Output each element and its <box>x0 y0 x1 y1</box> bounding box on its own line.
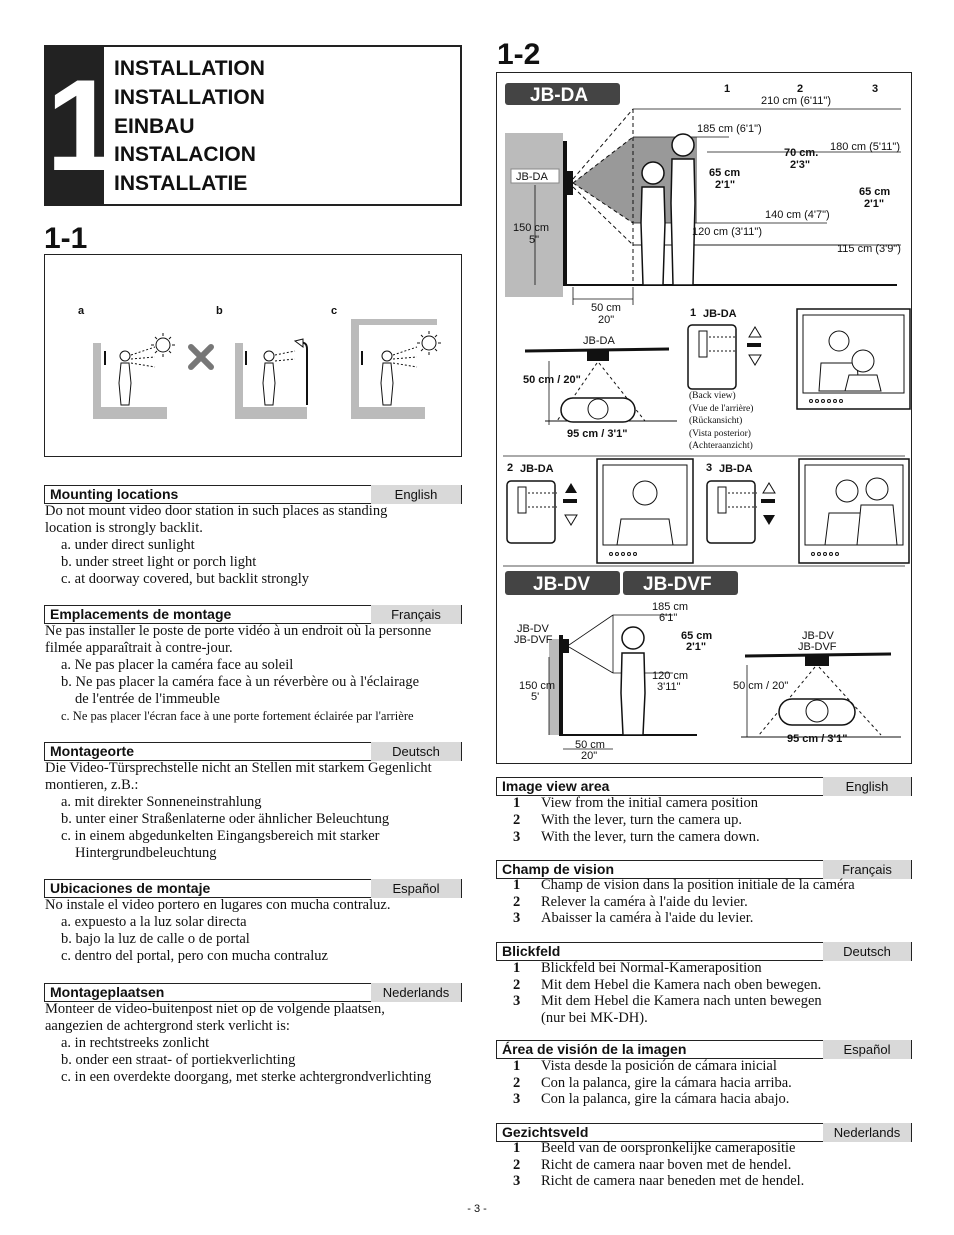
dv-measure-150b: 5' <box>531 691 540 703</box>
list-item: 2 Richt de camera naar boven met de hendel. <box>513 1156 792 1173</box>
intro-line: aangezien de achtergrond sterk verlicht is: <box>45 1018 290 1034</box>
section-title: Emplacements de montage <box>50 606 232 622</box>
intro-line: Ne pas installer le poste de porte vidéo à un endroit où la personne <box>45 623 432 639</box>
measure-65d: 2'1" <box>864 198 885 210</box>
view-de-header <box>496 942 912 961</box>
view-nl-body <box>497 1140 913 1190</box>
list-item: c. in einem abgedunkelten Eingangsbereich mit starker <box>61 828 380 844</box>
column-number-3: 3 <box>872 83 879 95</box>
list-item: c. at doorway covered, but backlit strongly <box>61 571 310 587</box>
column-number-2: 2 <box>797 83 804 95</box>
language-badge: Español <box>823 1040 911 1059</box>
measure-50b: 20" <box>598 314 615 326</box>
dv-measure-120a: 120 cm <box>652 670 689 682</box>
jb-dvf-tag: JB-DVF <box>643 574 712 595</box>
section-title: Mounting locations <box>50 486 179 502</box>
intro-line: Monteer de video-buitenpost niet op de volgende plaatsen, <box>45 1001 385 1017</box>
dv-top-label-2: JB-DVF <box>798 641 837 653</box>
mounting-en-body <box>45 503 463 588</box>
list-item: a. in rechtstreeks zonlicht <box>61 1035 210 1051</box>
section-title: Blickfeld <box>502 943 561 959</box>
list-item: a. Ne pas placer la caméra face au soleil <box>61 657 294 673</box>
jb-da-device-label: JB-DA <box>516 171 548 183</box>
monitor-view-2 <box>597 459 693 563</box>
measure-70b: 2'3" <box>790 159 811 171</box>
mounting-fr-header <box>44 605 462 624</box>
list-item: b. Ne pas placer la caméra face à un réverbère ou à l'éclairage <box>61 674 420 690</box>
language-badge: Deutsch <box>371 742 461 761</box>
mounting-illustration <box>45 255 461 456</box>
measure-185: 185 cm (6'1") <box>697 123 762 135</box>
dv-measure-65a: 65 cm <box>681 630 713 642</box>
list-item: de l'entrée de l'immeuble <box>75 691 220 707</box>
back-view-en: (Back view) <box>689 391 736 401</box>
mounting-nl-body <box>45 1001 463 1086</box>
list-item: c. in een overdekte doorgang, met sterke achtergrondverlichting <box>61 1069 432 1085</box>
dv-top-width: 95 cm / 3'1" <box>787 733 848 745</box>
section-title: Montageorte <box>50 743 134 759</box>
figure-1-1 <box>44 254 462 457</box>
list-item: 2 Relever la caméra à l'aide du levier. <box>513 893 748 910</box>
list-item: a. mit direkter Sonneneinstrahlung <box>61 794 262 810</box>
view2-model: JB-DA <box>520 463 554 475</box>
back-view-de: (Rückansicht) <box>689 416 743 426</box>
dv-device-label-2: JB-DVF <box>514 634 553 646</box>
list-item: a. expuesto a la luz solar directa <box>61 914 247 930</box>
view1-model: JB-DA <box>703 308 737 320</box>
intro-line: Do not mount video door station in such places as standing <box>45 503 388 519</box>
chapter-number: 1 <box>46 47 104 204</box>
language-badge: Nederlands <box>823 1123 911 1142</box>
list-item: 1 View from the initial camera position <box>513 795 758 811</box>
view3-number: 3 <box>706 462 713 474</box>
dv-measure-185b: 6'1" <box>659 612 678 624</box>
intro-line: montieren, z.B.: <box>45 777 139 793</box>
measure-120: 120 cm (3'11") <box>692 226 762 238</box>
list-item: 3 Con la palanca, gire la cámara hacia abajo. <box>513 1091 790 1107</box>
back-view-fr: (Vue de l'arrière) <box>689 404 754 414</box>
mounting-en-header <box>44 485 462 504</box>
mounting-es-header <box>44 879 462 898</box>
view-de-body <box>497 960 913 1026</box>
view-es-body <box>497 1058 913 1108</box>
jb-dv-tag: JB-DV <box>533 574 591 595</box>
view-en-header <box>496 777 912 796</box>
intro-line: location is strongly backlit. <box>45 520 203 536</box>
label-b: b <box>216 305 223 317</box>
list-item: 3 Mit dem Hebel die Kamera nach unten bewegen <box>513 993 822 1009</box>
back-view-nl: (Achteraanzicht) <box>689 441 753 451</box>
section-heading-1-2: 1-2 <box>497 38 541 71</box>
list-item: 2 With the lever, turn the camera up. <box>513 811 742 828</box>
intro-line: Die Video-Türsprechstelle nicht an Stellen mit starkem Gegenlicht <box>45 760 432 776</box>
measure-150a: 150 cm <box>513 222 550 234</box>
top-view-device-label: JB-DA <box>583 335 615 347</box>
intro-line: No instale el video portero en lugares con mucha contraluz. <box>45 897 391 913</box>
measure-150b: 5" <box>529 234 540 246</box>
language-badge: Deutsch <box>823 942 911 961</box>
figure-1-2 <box>496 72 912 764</box>
mounting-fr-body <box>45 623 463 725</box>
measure-140: 140 cm (4'7") <box>765 209 830 221</box>
list-item: b. unter einer Straßenlaterne oder ähnlicher Beleuchtung <box>61 811 390 827</box>
list-item: 1 Blickfeld bei Normal-Kameraposition <box>513 960 762 976</box>
measure-50a: 50 cm <box>591 302 621 314</box>
language-badge: Français <box>823 860 911 879</box>
section-title: Montageplaatsen <box>50 984 165 1000</box>
scene-a <box>93 333 175 419</box>
list-item: b. bajo la luz de calle o de portal <box>61 931 250 947</box>
chapter-header <box>44 45 462 206</box>
list-item: Hintergrundbeleuchtung <box>75 845 217 861</box>
list-item: 3 Richt de camera naar beneden met de hendel. <box>513 1173 805 1189</box>
section-title: Champ de vision <box>502 861 615 877</box>
chapter-title-es: INSTALACION <box>114 143 256 167</box>
measure-65c: 65 cm <box>859 186 891 198</box>
scene-c <box>351 319 441 419</box>
section-title: Ubicaciones de montaje <box>50 880 211 896</box>
section-title: Image view area <box>502 778 610 794</box>
dv-measure-120b: 3'11" <box>657 681 681 693</box>
view1-number: 1 <box>690 307 697 319</box>
mounting-nl-header <box>44 983 462 1002</box>
monitor-view-1 <box>797 309 910 409</box>
chapter-titles <box>114 55 265 199</box>
top-view-width: 95 cm / 3'1" <box>567 428 628 440</box>
label-c: c <box>331 305 338 317</box>
mounting-es-body <box>45 897 463 965</box>
language-badge: Français <box>371 605 461 624</box>
list-item: c. dentro del portal, pero con mucha contraluz <box>61 948 328 964</box>
list-item: b. onder een straat- of portiekverlichting <box>61 1052 296 1068</box>
view-en-body <box>497 795 913 846</box>
chapter-title-en: INSTALLATION <box>114 57 265 80</box>
view3-model: JB-DA <box>719 463 753 475</box>
list-item: a. under direct sunlight <box>61 537 195 553</box>
list-item: 2 Con la palanca, gire la cámara hacia arriba. <box>513 1074 792 1091</box>
chapter-title-de: EINBAU <box>114 114 195 138</box>
section-title: Área de visión de la imagen <box>502 1041 687 1057</box>
dv-measure-185a: 185 cm <box>652 601 689 613</box>
language-badge: Español <box>371 879 461 898</box>
language-badge: Nederlands <box>371 983 461 1002</box>
chapter-title-nl: INSTALLATIE <box>114 172 248 196</box>
view-fr-body <box>497 877 913 927</box>
dv-top-depth: 50 cm / 20" <box>733 680 789 692</box>
measure-70a: 70 cm. <box>784 147 819 159</box>
view-area-illustration <box>497 73 911 763</box>
jb-da-tag: JB-DA <box>530 85 589 106</box>
scene-b <box>235 339 307 419</box>
view-es-header <box>496 1040 912 1059</box>
language-badge: English <box>823 777 911 796</box>
list-item: c. Ne pas placer l'écran face à une porte fortement éclairée par l'arrière <box>61 709 414 723</box>
list-item: 2 Mit dem Hebel die Kamera nach oben bewegen. <box>513 976 822 993</box>
measure-65a: 65 cm <box>709 167 741 179</box>
view2-number: 2 <box>507 462 514 474</box>
intro-line: filmée apparaîtrait à contre-jour. <box>45 640 233 656</box>
list-item: (nur bei MK-DH). <box>541 1009 648 1026</box>
dv-top-label-1: JB-DV <box>802 630 834 642</box>
list-item: 1 Vista desde la posición de cámara inicial <box>513 1058 777 1074</box>
dv-measure-65b: 2'1" <box>686 641 707 653</box>
mounting-de-body <box>45 760 463 862</box>
dv-measure-50b: 20" <box>581 750 598 762</box>
list-item: b. under street light or porch light <box>61 554 257 570</box>
chapter-title-fr: INSTALLATION <box>114 85 265 109</box>
dv-device-label-1: JB-DV <box>517 623 549 635</box>
page-number: - 3 - <box>467 1203 487 1215</box>
list-item: 3 Abaisser la caméra à l'aide du levier. <box>513 910 754 926</box>
section-title: Gezichtsveld <box>502 1124 589 1140</box>
section-heading-1-1: 1-1 <box>44 222 88 255</box>
dv-measure-50a: 50 cm <box>575 739 605 751</box>
monitor-view-3 <box>799 459 909 563</box>
cross-icon <box>191 347 211 367</box>
top-view-depth: 50 cm / 20" <box>523 374 581 386</box>
language-badge: English <box>371 485 461 504</box>
label-a: a <box>78 305 85 317</box>
list-item: 3 With the lever, turn the camera down. <box>513 829 760 845</box>
mounting-de-header <box>44 742 462 761</box>
back-view-es: (Vista posterior) <box>689 429 751 439</box>
list-item: 1 Beeld van de oorspronkelijke camerapositie <box>513 1140 796 1156</box>
column-number-1: 1 <box>724 83 731 95</box>
measure-180: 180 cm (5'11") <box>830 141 900 153</box>
measure-65b: 2'1" <box>715 179 736 191</box>
measure-115: 115 cm (3'9") <box>837 243 901 255</box>
list-item: 1 Champ de vision dans la position initiale de la caméra <box>513 877 855 893</box>
dv-measure-150a: 150 cm <box>519 680 556 692</box>
measure-210: 210 cm (6'11") <box>761 95 831 107</box>
